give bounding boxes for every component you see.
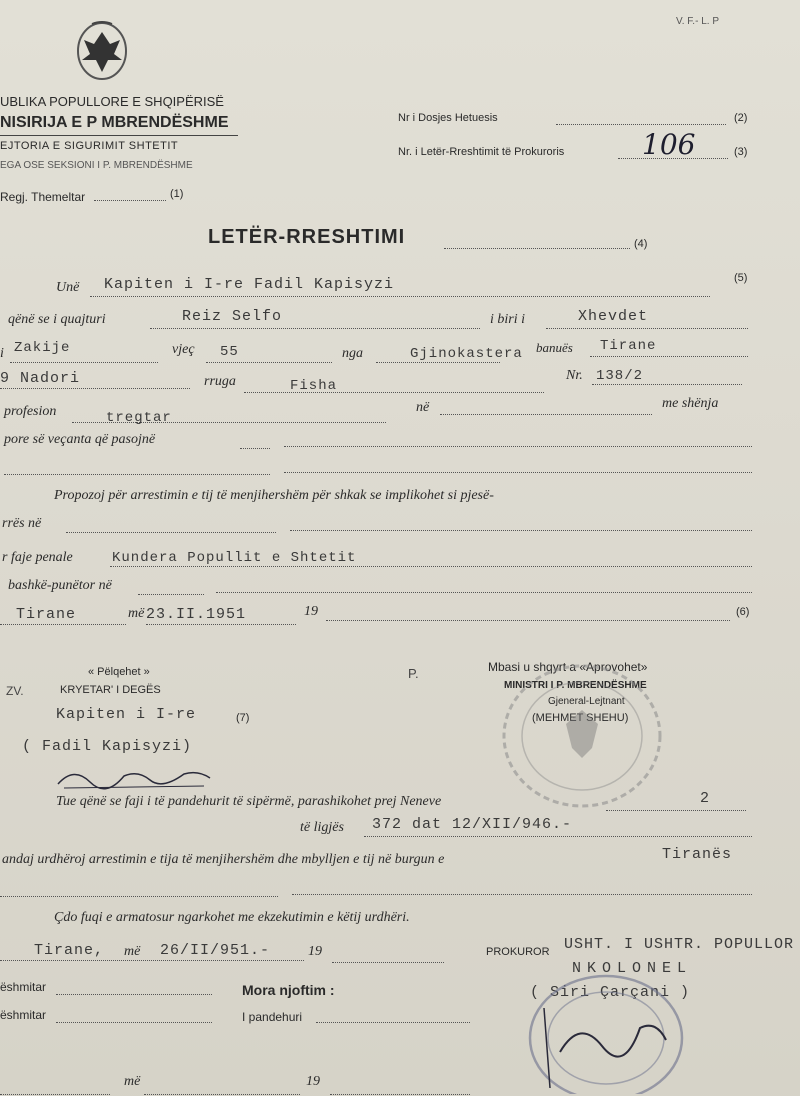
mora-njoftim: Mora njoftim : xyxy=(242,982,335,998)
r3-prefix: i xyxy=(0,346,4,361)
prok-value: 106 xyxy=(642,128,696,161)
r4-label1: rruga xyxy=(204,374,236,389)
r2-label: qënë se i quajturi xyxy=(8,312,106,327)
r3-label1: vjeç xyxy=(172,342,195,357)
fadil-value: ( Fadil Kapisyzi) xyxy=(22,738,193,755)
org-line-4: EGA OSE SEKSIONI I P. MBRENDËSHME xyxy=(0,160,193,171)
date-label-2: 19 xyxy=(308,944,322,959)
date-label-1: më xyxy=(124,944,141,959)
ligjes-value: 372 dat 12/XII/946.- xyxy=(372,816,573,833)
prokuror-label: PROKUROR xyxy=(486,946,550,958)
pandehuri-label: I pandehuri xyxy=(242,1010,303,1024)
prok-label: Nr. i Letër-Rreshtimit të Prokuroris xyxy=(398,146,565,158)
reg-num: (1) xyxy=(170,188,184,200)
r9-label: r faje penale xyxy=(2,550,73,565)
org-line-2: NISIRIJA E P MBRENDËSHME xyxy=(0,114,229,131)
r2-value: Reiz Selfo xyxy=(182,308,283,325)
r3-value1: Zakije xyxy=(14,340,71,356)
r5-label2: në xyxy=(416,400,430,415)
kryetar-label: KRYETAR' I DEGËS xyxy=(60,684,161,696)
prokuror-value: USHT. I USHTR. POPULLOR xyxy=(564,936,795,953)
date-value-2: 26/II/951.- xyxy=(160,942,271,959)
coat-of-arms-emblem xyxy=(72,18,132,84)
r3-value3: Gjinokastera xyxy=(410,346,523,362)
org-line-3: EJTORIA E SIGURIMIT SHTETIT xyxy=(0,140,179,152)
deshmitar-1: ëshmitar xyxy=(0,980,47,994)
r5-label3: me shënja xyxy=(662,396,719,411)
r10-label: bashkë-punëtor në xyxy=(8,578,112,593)
num-7: (7) xyxy=(236,712,250,724)
title-num: (4) xyxy=(634,238,648,250)
r4-label2: Nr. xyxy=(566,368,583,383)
r4-value2: Fisha xyxy=(290,378,338,394)
andaj-value: Tiranës xyxy=(662,846,733,863)
signature-kapisyzi xyxy=(54,762,214,794)
bottom-label-2: 19 xyxy=(306,1074,320,1089)
ministry-stamp xyxy=(496,654,668,814)
dosje-num: (2) xyxy=(734,112,748,124)
r11-label1: më xyxy=(128,606,145,621)
r5-label1: profesion xyxy=(4,404,57,419)
r1-value: Kapiten i I-re Fadil Kapisyzi xyxy=(104,276,395,293)
siri-value: ( Siri Çarçani ) xyxy=(530,984,691,1001)
corner-code: V. F.- L. P xyxy=(676,16,719,27)
r3-label3: banuës xyxy=(536,340,573,355)
ligjes-label: të ligjës xyxy=(300,820,344,835)
pelqehet-label: « Pëlqehet » xyxy=(88,666,150,678)
r9-value: Kundera Popullit e Shtetit xyxy=(112,550,357,566)
r7-text: Propozoj për arrestimin e tij të menjihershëm për shkak se implikohet si pjesë- xyxy=(54,488,494,503)
r3-value4: Tirane xyxy=(600,338,657,354)
date-value-1: Tirane, xyxy=(34,942,105,959)
r11-label2: 19 xyxy=(304,604,318,619)
r8-label: rrës në xyxy=(2,516,42,531)
reg-label: Regj. Themeltar xyxy=(0,190,86,204)
deshmitar-2: ëshmitar xyxy=(0,1008,47,1022)
andaj-text: andaj urdhëroj arrestimin e tija të menjihershëm dhe mbylljen e tij në burgun e xyxy=(2,852,445,867)
r11-value2: 23.II.1951 xyxy=(146,606,247,623)
r2-value2: Xhevdet xyxy=(578,308,649,325)
r4-value3: 138/2 xyxy=(596,368,644,384)
r5-value1: tregtar xyxy=(106,410,172,426)
mbasi-label: Mbasi u shqyrt a «Aprovohet» xyxy=(488,660,648,674)
ministri-label: MINISTRI I P. MBRENDËSHME xyxy=(504,680,647,691)
prosecutor-stamp xyxy=(520,968,690,1094)
tue-value: 2 xyxy=(700,790,711,807)
document-title: LETËR-RRESHTIMI xyxy=(208,226,406,248)
r1-num: (5) xyxy=(734,272,748,284)
kapiten-value: Kapiten i I-re xyxy=(56,706,197,723)
r3-value2: 55 xyxy=(220,344,239,360)
gjeneral-label: Gjeneral-Lejtnant xyxy=(548,696,625,707)
bottom-label-1: më xyxy=(124,1074,141,1089)
r1-label: Unë xyxy=(56,280,80,295)
prok-num: (3) xyxy=(734,146,748,158)
zv-label: ZV. xyxy=(6,684,24,698)
r3-label2: nga xyxy=(342,346,363,361)
dosje-label: Nr i Dosjes Hetuesis xyxy=(398,112,498,124)
org-line-1: UBLIKA POPULLORE E SHQIPËRISË xyxy=(0,94,224,109)
p-letter: P. xyxy=(408,666,419,681)
cdo-text: Çdo fuqi e armatosur ngarkohet me ekzekutimin e këtij urdhëri. xyxy=(54,910,410,925)
r6-label: pore së veçanta që pasojnë xyxy=(4,432,156,447)
tue-text: Tue qënë se faji i të pandehurit të sipërmë, parashikohet prej Neneve xyxy=(56,794,442,809)
r11-value1: Tirane xyxy=(16,606,77,623)
nkolonel-value: NKOLONEL xyxy=(572,960,693,977)
r11-num: (6) xyxy=(736,606,750,618)
r4-value1: 9 Nadori xyxy=(0,370,81,387)
r2-label2: i biri i xyxy=(490,312,526,327)
mehmet-label: (MEHMET SHEHU) xyxy=(532,712,629,724)
